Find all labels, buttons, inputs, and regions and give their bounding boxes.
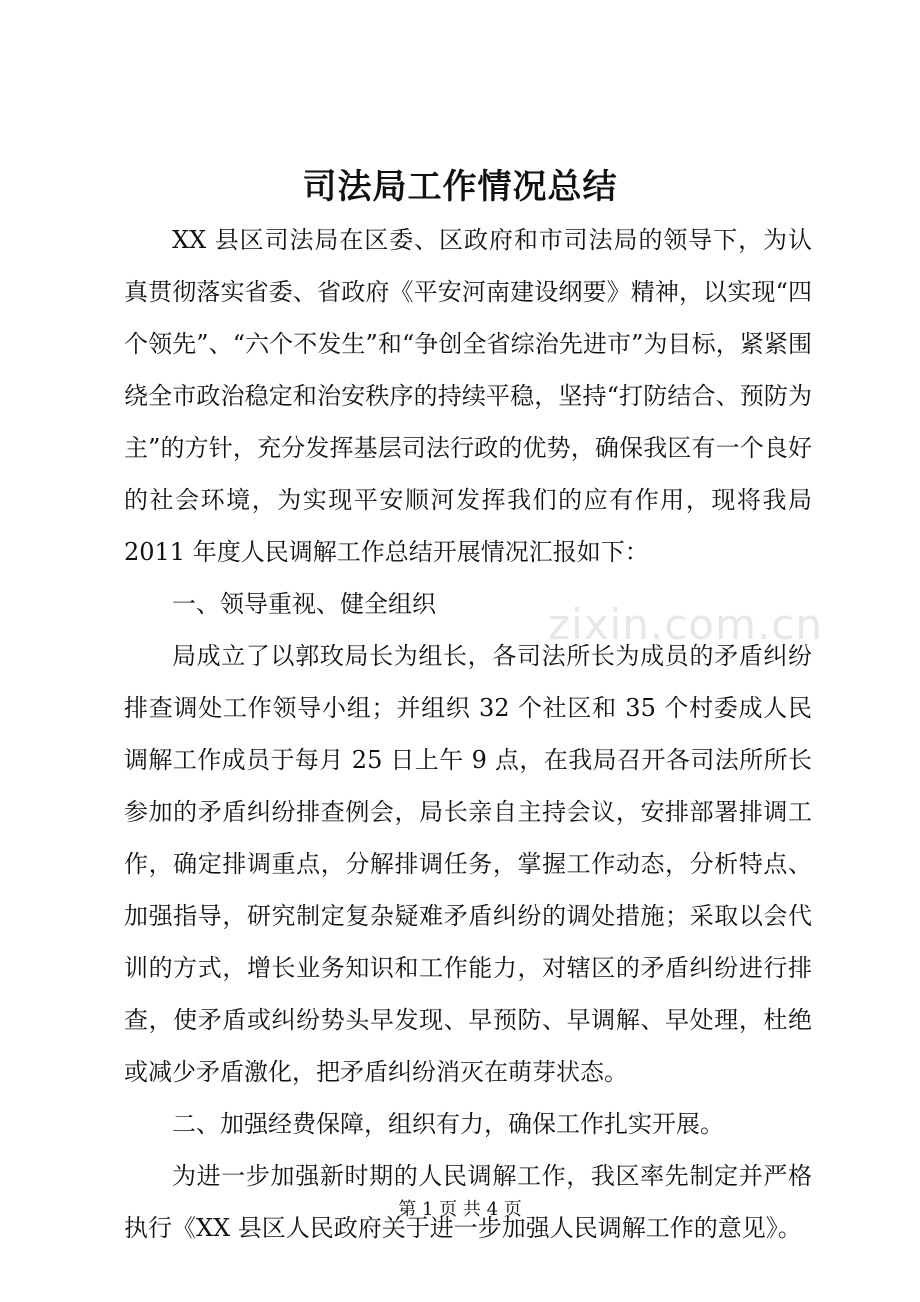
paragraph-section-2: 为进一步加强新时期的人民调解工作，我区率先制定并严格执行《XX 县区人民政府关于进一步加强人民调解工作的意见》。 — [124, 1162, 812, 1242]
page-footer: 第 1 页 共 4 页 — [398, 1199, 522, 1220]
paragraph-intro: XX 县区司法局在区委、区政府和市司法局的领导下，为认真贯彻落实省委、省政府《平安河南建设纲要》精神，以实现“四个领先”、“六个不发生”和“争创全省综治先进市”为目标，紧紧围绕全市政治稳定和治安秩序的持续平稳，坚持“打防结合、预防为主”的方针，充分发挥基层司法行政的优势，确保我区有一个良好的社会环境，为实现平安顺河发挥我们的应有作用，现将我局 2011 年度人民调解工作总结开展情况汇报如下： — [124, 226, 812, 566]
document-body — [124, 214, 812, 1254]
section-heading-1: 一、领导重视、健全组织 — [172, 590, 436, 618]
watermark: zixin.com.cn — [548, 600, 823, 649]
paragraph-section-1: 局成立了以郭玫局长为组长，各司法所长为成员的矛盾纠纷排查调处工作领导小组；并组织 32 个社区和 35 个村委成人民调解工作成员于每月 25 日上午 9 点，在我局召开各司法所所长参加的矛盾纠纷排查例会，局长亲自主持会议，安排部署排调工作，确定排调重点，分解排调任务，掌握工作动态，分析特点、加强指导，研究制定复杂疑难矛盾纠纷的调处措施；采取以会代训的方式，增长业务知识和工作能力，对辖区的矛盾纠纷进行排查，使矛盾或纠纷势头早发现、早预防、早调解、早处理，杜绝或减少矛盾激化，把矛盾纠纷消灭在萌芽状态。 — [124, 642, 812, 1086]
document-title: 司法局工作情况总结 — [302, 167, 618, 207]
section-heading-2: 二、加强经费保障，组织有力，确保工作扎实开展。 — [172, 1110, 724, 1138]
